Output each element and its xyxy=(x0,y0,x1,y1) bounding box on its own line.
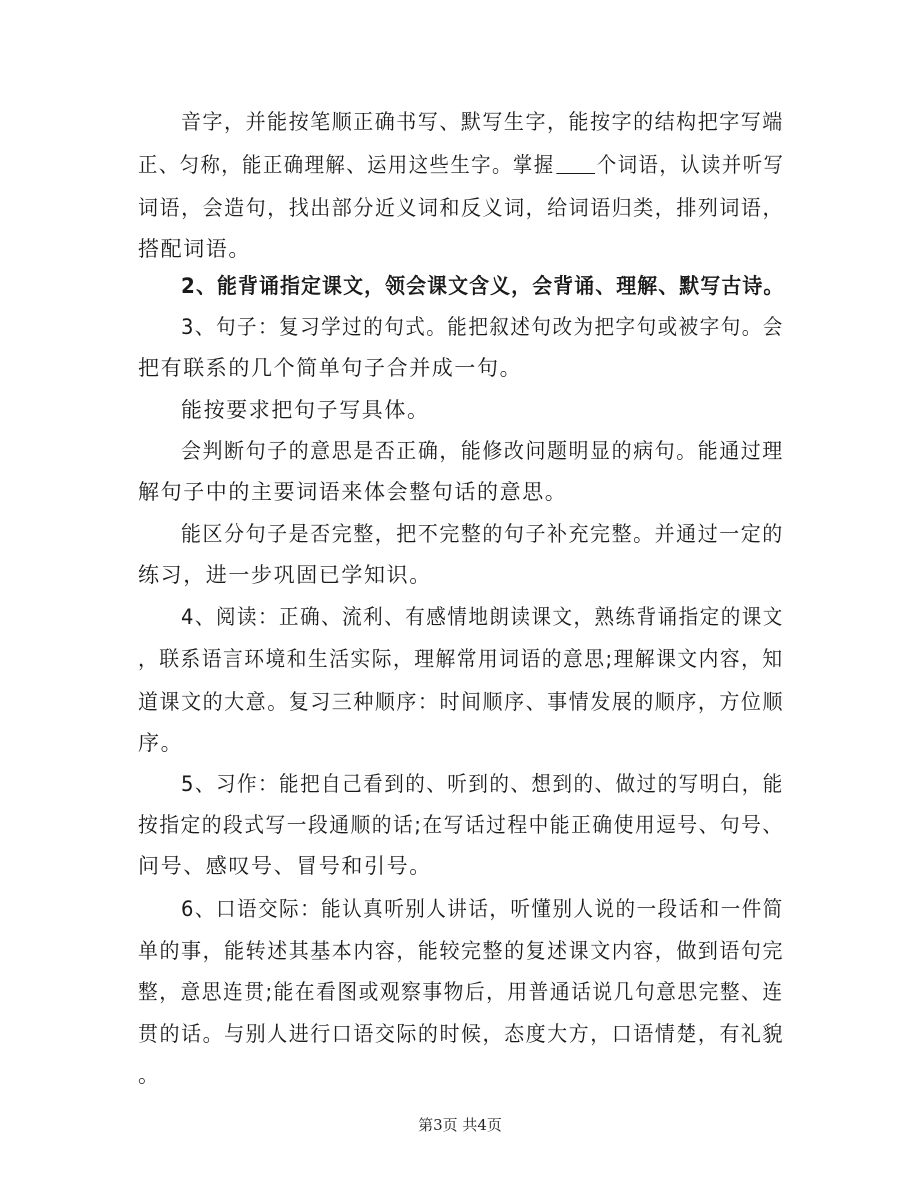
text-line xyxy=(138,150,784,180)
text-line: 能区分句子是否完整，把不完整的句子补充完整。并通过一定的 xyxy=(181,522,784,546)
text-line: 道课文的大意。复习三种顺序：时间顺序、事情发展的顺序，方位顺 xyxy=(138,690,784,714)
text-line: 音字，并能按笔顺正确书写、默写生字，能按字的结构把字写端 xyxy=(181,110,784,134)
text-line: 4、阅读：正确、流利、有感情地朗读课文，熟练背诵指定的课文 xyxy=(181,605,784,629)
text-line: 。 xyxy=(138,1063,161,1087)
text-line: 单的事，能转述其基本内容，能较完整的复述课文内容，做到语句完 xyxy=(138,939,784,963)
text-line: 把有联系的几个简单句子合并成一句。 xyxy=(138,356,523,380)
page-number: 第3页 共4页 xyxy=(418,1116,502,1134)
text-line-bold: 2、能背诵指定课文，领会课文含义，会背诵、理解、默写古诗。 xyxy=(181,274,785,298)
text-line: ，联系语言环境和生活实际，理解常用词语的意思;理解课文内容，知 xyxy=(138,647,784,671)
text-line: 5、习作：能把自己看到的、听到的、想到的、做过的写明白，能 xyxy=(181,772,784,796)
text-line: 按指定的段式写一段通顺的话;在写话过程中能正确使用逗号、句号、 xyxy=(138,813,784,837)
text-line: 练习，进一步巩固已学知识。 xyxy=(138,563,432,587)
text-line: 3、句子：复习学过的句式。能把叙述句改为把字句或被字句。会 xyxy=(181,315,784,339)
text-line: 会判断句子的意思是否正确，能修改问题明显的病句。能通过理 xyxy=(181,439,784,463)
text-line: 6、口语交际：能认真听别人讲话，听懂别人说的一段话和一件简 xyxy=(181,897,784,921)
fill-in-blank xyxy=(556,153,595,174)
text-line: 贯的话。与别人进行口语交际的时候，态度大方，口语情楚，有礼貌 xyxy=(138,1022,784,1046)
text-segment: 正、匀称，能正确理解、运用这些生字。掌握 xyxy=(138,153,555,177)
text-line: 序。 xyxy=(138,731,184,755)
text-line: 整，意思连贯;能在看图或观察事物后，用普通话说几句意思完整、连 xyxy=(138,980,784,1004)
text-line: 词语，会造句，找出部分近义词和反义词，给词语归类，排列词语， xyxy=(138,196,784,220)
text-line: 问号、感叹号、冒号和引号。 xyxy=(138,854,432,878)
text-line: 搭配词语。 xyxy=(138,237,251,261)
text-segment: 个词语，认读并听写 xyxy=(596,153,785,177)
text-line: 解句子中的主要词语来体会整句话的意思。 xyxy=(138,480,568,504)
text-line: 能按要求把句子写具体。 xyxy=(181,398,430,422)
